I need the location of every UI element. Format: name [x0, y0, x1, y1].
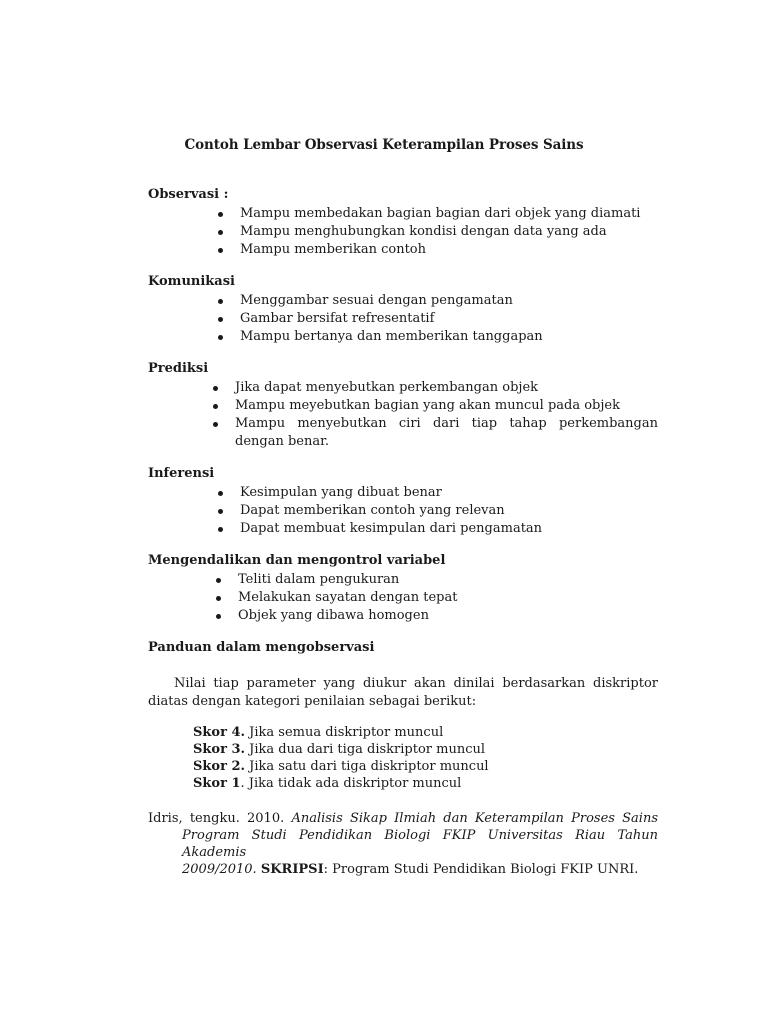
bullet-icon	[218, 317, 223, 322]
bullet-icon	[213, 404, 218, 409]
bullet-icon	[218, 299, 223, 304]
document-title: Contoh Lembar Observasi Keterampilan Proses Sains	[184, 137, 584, 153]
bullet-icon	[218, 212, 223, 217]
section-heading-variabel: Mengendalikan dan mengontrol variabel	[148, 553, 446, 568]
list-item: Melakukan sayatan dengan tepat	[238, 589, 457, 607]
skor-item: Skor 1. Jika tidak ada diskriptor muncul	[193, 776, 462, 791]
list-item: Mampu memberikan contoh	[240, 241, 640, 259]
skor-item: Skor 2. Jika satu dari tiga diskriptor muncul	[193, 759, 489, 774]
reference-line-2: Program Studi Pendidikan Biologi FKIP Universitas Riau Tahun Akademis	[182, 828, 658, 860]
bullet-icon	[218, 230, 223, 235]
list-item: Dapat memberikan contoh yang relevan	[240, 502, 542, 520]
list-item: Mampu menghubungkan kondisi dengan data yang ada	[240, 223, 640, 241]
bullet-icon	[218, 527, 223, 532]
list-item: Mampu menyebutkan ciri dari tiap tahap perkembangan dengan benar.	[235, 415, 658, 451]
reference	[148, 810, 658, 878]
list-item: Teliti dalam pengukuran	[238, 571, 457, 589]
list-inferensi	[240, 484, 542, 538]
bullet-icon	[216, 578, 221, 583]
bullet-icon	[218, 335, 223, 340]
list-item: Dapat membuat kesimpulan dari pengamatan	[240, 520, 542, 538]
bullet-icon	[218, 509, 223, 514]
skor-list	[193, 724, 489, 792]
list-prediksi	[235, 379, 658, 451]
list-item: Mampu membedakan bagian bagian dari objek yang diamati	[240, 205, 640, 223]
list-variabel	[238, 571, 457, 625]
list-item: Mampu bertanya dan memberikan tanggapan	[240, 328, 543, 346]
section-heading-prediksi: Prediksi	[148, 361, 209, 376]
bullet-icon	[218, 248, 223, 253]
reference-line-1: Idris, tengku. 2010. Analisis Sikap Ilmiah dan Keterampilan Proses Sains	[148, 811, 658, 826]
section-heading-panduan: Panduan dalam mengobservasi	[148, 640, 375, 655]
section-heading-komunikasi: Komunikasi	[148, 274, 235, 289]
bullet-icon	[218, 491, 223, 496]
panduan-paragraph: Nilai tiap parameter yang diukur akan dinilai berdasarkan diskriptor diatas dengan kategori penilaian sebagai berikut:	[148, 676, 658, 709]
section-heading-inferensi: Inferensi	[148, 466, 215, 481]
list-komunikasi	[240, 292, 543, 346]
bullet-icon	[213, 386, 218, 391]
list-item: Menggambar sesuai dengan pengamatan	[240, 292, 543, 310]
bullet-icon	[216, 596, 221, 601]
skor-item: Skor 3. Jika dua dari tiga diskriptor muncul	[193, 742, 486, 757]
list-item: Kesimpulan yang dibuat benar	[240, 484, 542, 502]
list-item: Objek yang dibawa homogen	[238, 607, 457, 625]
list-observasi	[240, 205, 640, 259]
list-item: Jika dapat menyebutkan perkembangan objek	[235, 379, 658, 397]
bullet-icon	[213, 422, 218, 427]
section-heading-observasi: Observasi :	[148, 187, 229, 202]
bullet-icon	[216, 614, 221, 619]
reference-line-3: 2009/2010. SKRIPSI: Program Studi Pendidikan Biologi FKIP UNRI.	[182, 862, 639, 877]
skor-item: Skor 4. Jika semua diskriptor muncul	[193, 725, 444, 740]
list-item: Gambar bersifat refresentatif	[240, 310, 543, 328]
list-item: Mampu meyebutkan bagian yang akan muncul pada objek	[235, 397, 658, 415]
